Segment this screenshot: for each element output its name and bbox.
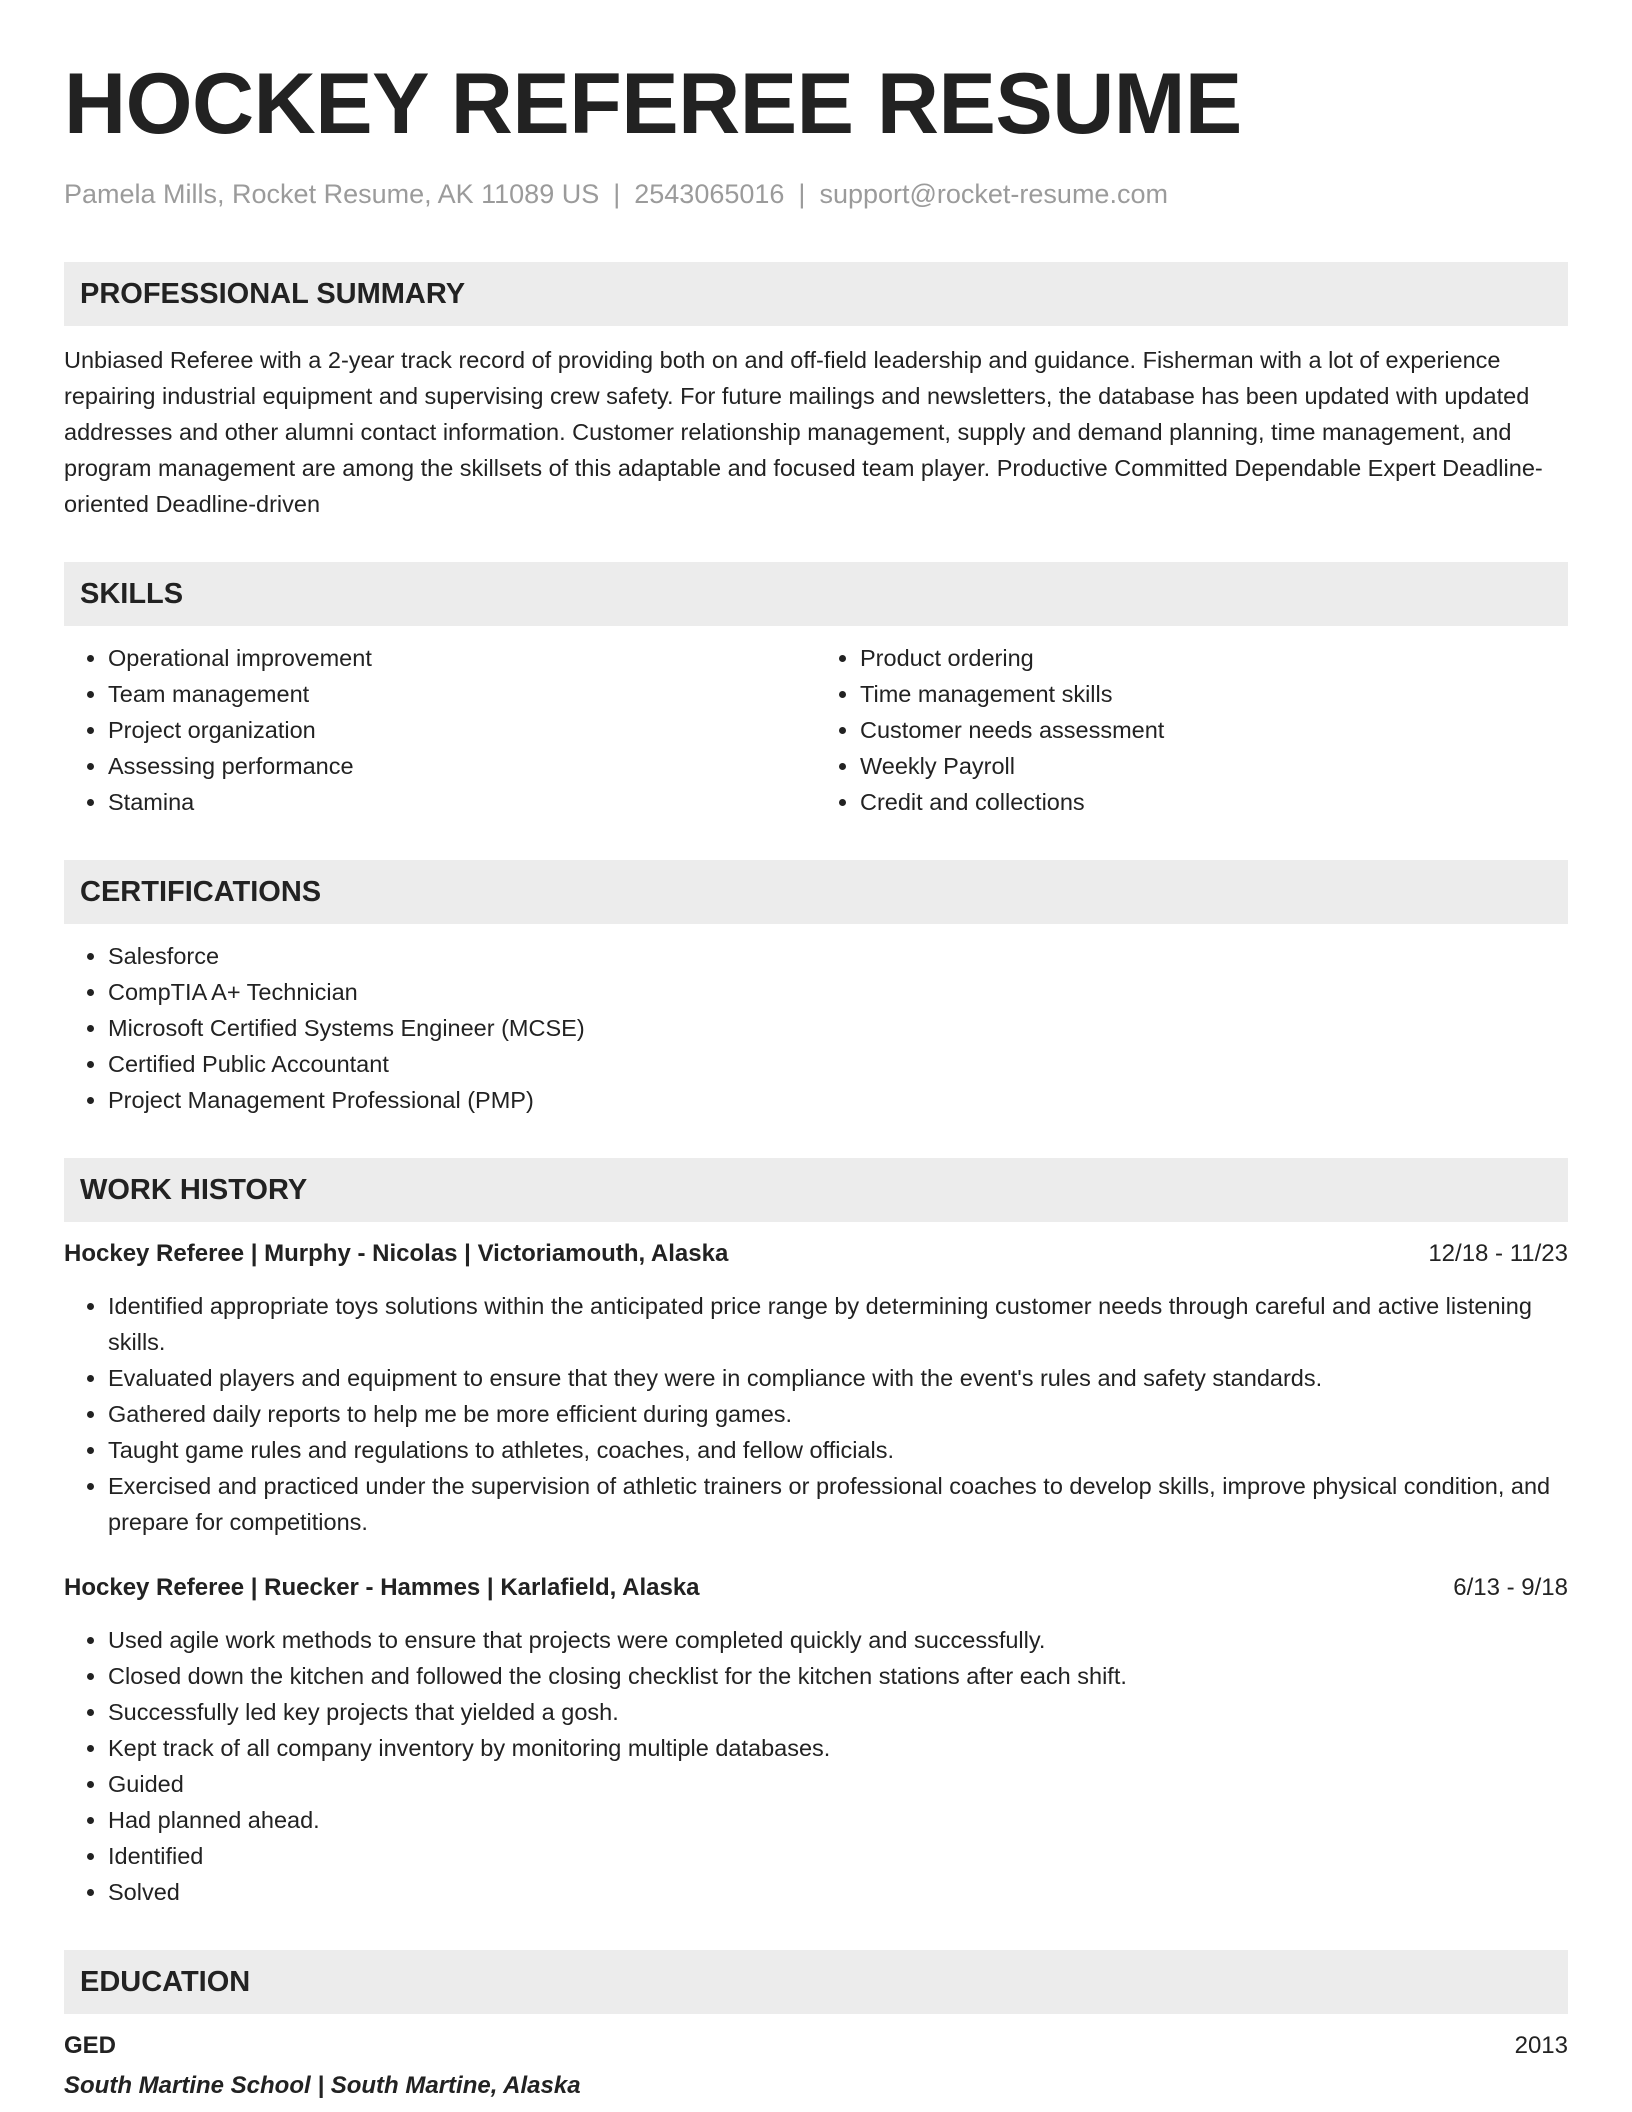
certifications-list xyxy=(64,938,1568,1118)
job-bullet: • Evaluated players and equipment to ensure that they were in compliance with the event's rules and safety standards. xyxy=(108,1360,1568,1396)
contact-line xyxy=(64,176,1568,212)
job-entry xyxy=(64,1236,1568,1540)
summary-heading: PROFESSIONAL SUMMARY xyxy=(64,262,1568,326)
contact-separator: | xyxy=(613,179,621,209)
contact-address: Pamela Mills, Rocket Resume, AK 11089 US xyxy=(64,179,600,209)
job-bullet: • Taught game rules and regulations to athletes, coaches, and fellow officials. xyxy=(108,1432,1568,1468)
skill-item: • Time management skills xyxy=(860,676,1568,712)
skills-list-left xyxy=(64,640,816,820)
job-bullet: • Solved xyxy=(108,1874,1568,1910)
skills-grid xyxy=(64,640,1568,820)
job-bullet: • Identified xyxy=(108,1838,1568,1874)
education-header xyxy=(64,2028,1568,2064)
certification-item: • CompTIA A+ Technician xyxy=(108,974,1568,1010)
certification-item: • Certified Public Accountant xyxy=(108,1046,1568,1082)
skill-item: • Credit and collections xyxy=(860,784,1568,820)
skill-item: • Stamina xyxy=(108,784,816,820)
skill-item: • Weekly Payroll xyxy=(860,748,1568,784)
skills-list-right xyxy=(816,640,1568,820)
education-school: South Martine School | South Martine, Alaska xyxy=(64,2072,581,2099)
contact-email: support@rocket-resume.com xyxy=(819,179,1168,209)
skill-item: • Team management xyxy=(108,676,816,712)
contact-phone: 2543065016 xyxy=(634,179,785,209)
job-bullet: • Gathered daily reports to help me be more efficient during games. xyxy=(108,1396,1568,1432)
skill-item: • Operational improvement xyxy=(108,640,816,676)
job-header xyxy=(64,1236,1568,1272)
skills-heading: SKILLS xyxy=(64,562,1568,626)
certification-item: • Project Management Professional (PMP) xyxy=(108,1082,1568,1118)
job-bullets xyxy=(64,1288,1568,1540)
job-dates: 12/18 - 11/23 xyxy=(1428,1240,1568,1267)
education-heading: EDUCATION xyxy=(64,1950,1568,2014)
job-bullet: • Guided xyxy=(108,1766,1568,1802)
certification-item: • Microsoft Certified Systems Engineer (MCSE) xyxy=(108,1010,1568,1046)
certifications-heading: CERTIFICATIONS xyxy=(64,860,1568,924)
contact-separator: | xyxy=(798,179,806,209)
education-degree: GED xyxy=(64,2032,117,2059)
job-bullet: • Identified appropriate toys solutions within the anticipated price range by determining customer needs through careful and active listening skills. xyxy=(108,1288,1568,1360)
skill-item: • Project organization xyxy=(108,712,816,748)
job-header xyxy=(64,1570,1568,1606)
skill-item: • Product ordering xyxy=(860,640,1568,676)
work-history-heading: WORK HISTORY xyxy=(64,1158,1568,1222)
job-bullet: • Kept track of all company inventory by monitoring multiple databases. xyxy=(108,1730,1568,1766)
job-title: Hockey Referee | Ruecker - Hammes | Karlafield, Alaska xyxy=(64,1574,700,1601)
job-bullet: • Closed down the kitchen and followed the closing checklist for the kitchen stations after each shift. xyxy=(108,1658,1568,1694)
certification-item: • Salesforce xyxy=(108,938,1568,974)
job-title: Hockey Referee | Murphy - Nicolas | Victoriamouth, Alaska xyxy=(64,1240,729,1267)
job-bullet: • Had planned ahead. xyxy=(108,1802,1568,1838)
job-bullet: • Exercised and practiced under the supervision of athletic trainers or professional coaches to develop skills, improve physical condition, and prepare for competitions. xyxy=(108,1468,1568,1540)
job-bullet: • Successfully led key projects that yielded a gosh. xyxy=(108,1694,1568,1730)
skill-item: • Customer needs assessment xyxy=(860,712,1568,748)
job-entry xyxy=(64,1570,1568,1910)
education-year: 2013 xyxy=(1514,2032,1568,2059)
job-bullet: • Used agile work methods to ensure that projects were completed quickly and successfully. xyxy=(108,1622,1568,1658)
job-dates: 6/13 - 9/18 xyxy=(1453,1574,1568,1601)
job-bullets xyxy=(64,1622,1568,1910)
summary-text: Unbiased Referee with a 2-year track record of providing both on and off-field leadership and guidance. Fisherman with a lot of experience repairing industrial equipment and supervising crew safety. For future mailings and newsletters, the database has been updated with updated addresses and other alumni contact information. Customer relationship management, supply and demand planning, time management, and program management are among the skillsets of this adaptable and focused team player. Productive Committed Dependable Expert Deadline-oriented Deadline-driven xyxy=(64,347,1543,517)
resume-title: HOCKEY REFEREE RESUME xyxy=(64,56,1242,152)
skill-item: • Assessing performance xyxy=(108,748,816,784)
